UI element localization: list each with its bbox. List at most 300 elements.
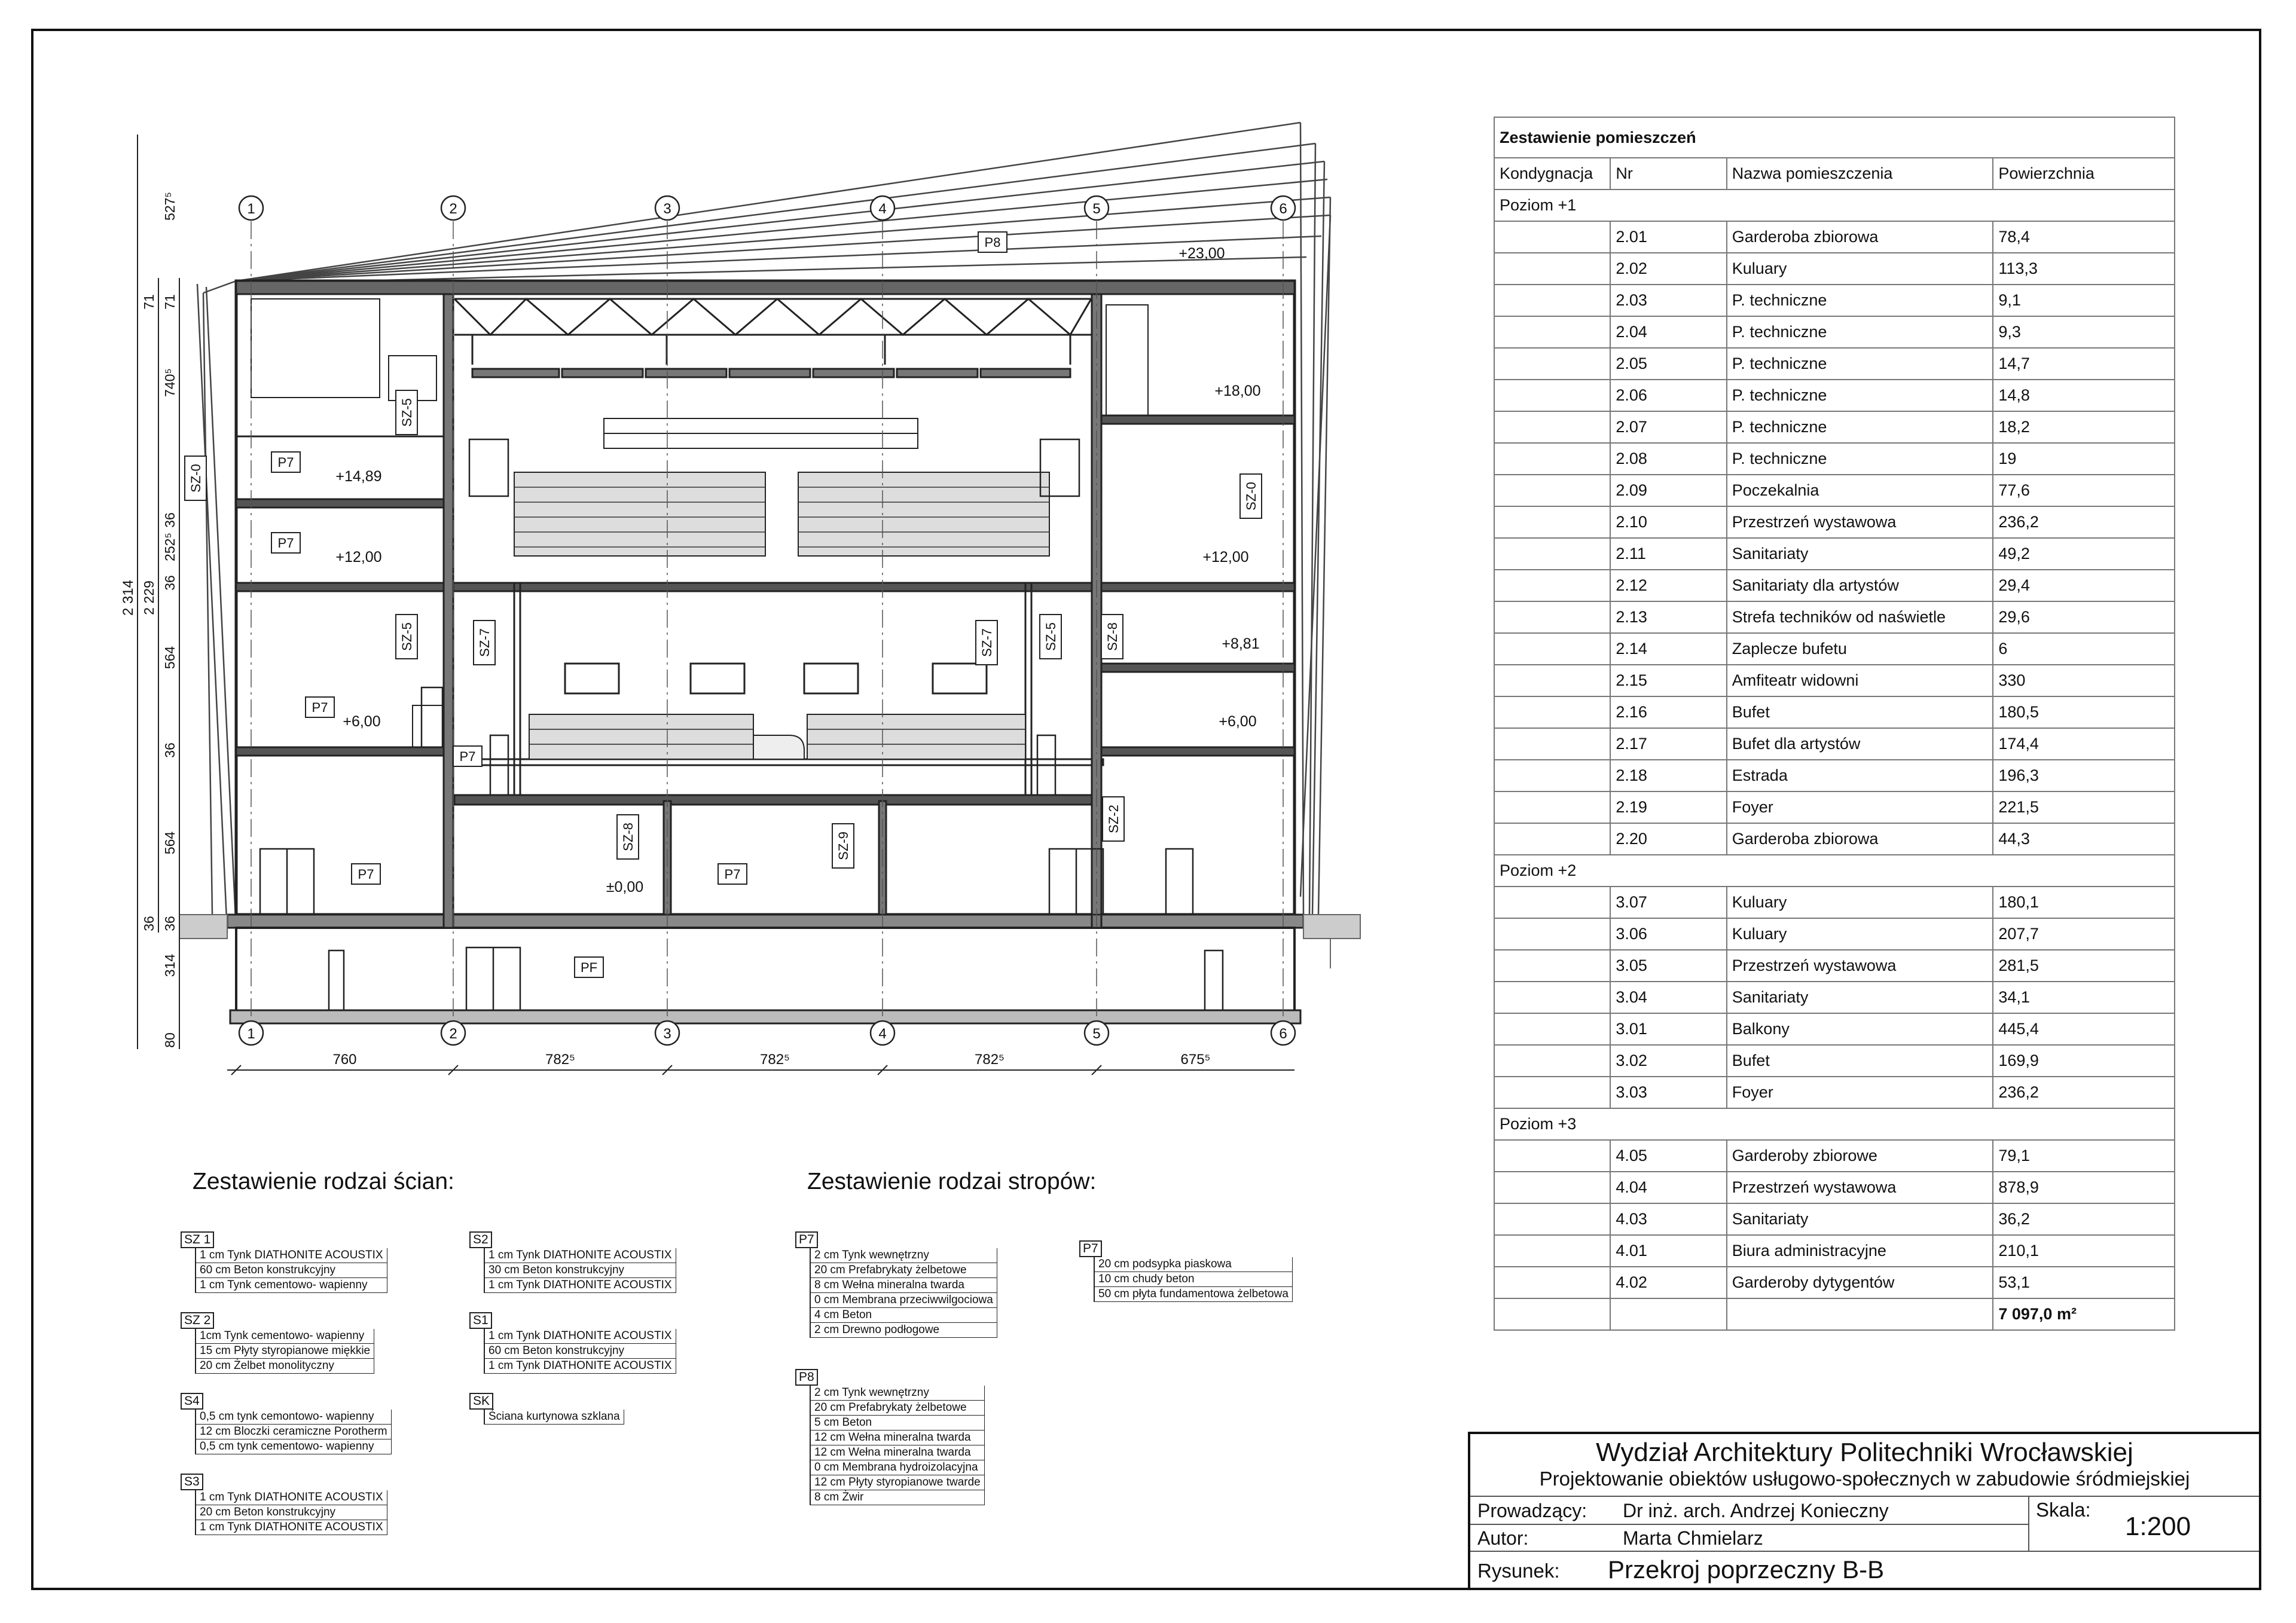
- legend-layer: 12 cm Bloczki ceramiczne Porotherm: [196, 1425, 392, 1439]
- walls-legend-title: Zestawienie rodzai ścian:: [193, 1169, 454, 1194]
- slab-tag: P7: [459, 749, 476, 764]
- dimension-label: 782⁵: [545, 1052, 575, 1068]
- room-name: Kuluary: [1727, 253, 1993, 285]
- author-label: Autor:: [1477, 1527, 1529, 1549]
- wall-tag: SZ-5: [399, 398, 414, 427]
- room-number: 3.04: [1610, 982, 1726, 1013]
- room-number: 3.05: [1610, 950, 1726, 982]
- wall-tag: SZ-8: [621, 823, 636, 851]
- supervisor-label: Prowadzący:: [1477, 1500, 1587, 1521]
- header-cell: Kondygnacja: [1494, 158, 1610, 189]
- legend-layer: 1 cm Tynk DIATHONITE ACOUSTIX: [485, 1248, 676, 1263]
- empty-cell: [1494, 475, 1610, 506]
- table-row: [1494, 475, 2175, 506]
- total-area: 7 097,0 m²: [1993, 1298, 2175, 1330]
- room-number: 2.11: [1610, 538, 1726, 570]
- dimension-label: 675⁵: [1180, 1052, 1211, 1068]
- room-area: 78,4: [1993, 221, 2175, 253]
- slab-tag: P7: [312, 700, 328, 715]
- table-row: [1494, 570, 2175, 601]
- table-row: [1494, 791, 2175, 823]
- table-row: [1494, 982, 2175, 1013]
- table-row: [1494, 1203, 2175, 1235]
- table-row: [1494, 823, 2175, 855]
- legend-tag: P8: [795, 1369, 818, 1386]
- room-area: 79,1: [1993, 1140, 2175, 1172]
- room-area: 210,1: [1993, 1235, 2175, 1267]
- room-area: 9,1: [1993, 285, 2175, 316]
- axis-label: 4: [878, 1026, 887, 1042]
- slab-tag: P7: [277, 455, 294, 470]
- room-area: 174,4: [1993, 728, 2175, 760]
- legend-item: [795, 1231, 997, 1338]
- author-name: Marta Chmielarz: [1623, 1527, 1763, 1549]
- legend-layer: 20 cm Beton konstrukcyjny: [196, 1505, 387, 1520]
- empty-cell: [1494, 791, 1610, 823]
- legend-item: [469, 1312, 676, 1374]
- empty-cell: [1494, 918, 1610, 950]
- room-area: 113,3: [1993, 253, 2175, 285]
- legend-layer: 12 cm Wełna mineralna twarda: [811, 1431, 985, 1445]
- room-number: 3.07: [1610, 887, 1726, 918]
- dimension-label: 2 229: [141, 580, 157, 615]
- room-area: 9,3: [1993, 316, 2175, 348]
- wall-tag: SZ-5: [1043, 622, 1058, 651]
- room-name: Kuluary: [1727, 918, 1993, 950]
- room-area: 34,1: [1993, 982, 2175, 1013]
- legend-layer: 2 cm Tynk wewnętrzny: [811, 1386, 985, 1401]
- room-area: 44,3: [1993, 823, 2175, 855]
- room-name: P. techniczne: [1727, 285, 1993, 316]
- axis-label: 3: [663, 201, 671, 217]
- room-area: 180,5: [1993, 696, 2175, 728]
- room-area: 29,4: [1993, 570, 2175, 601]
- room-name: Garderoba zbiorowa: [1727, 823, 1993, 855]
- empty-cell: [1727, 1298, 1993, 1330]
- dimension-label: 36: [141, 916, 157, 931]
- room-name: Kuluary: [1727, 887, 1993, 918]
- empty-cell: [1494, 696, 1610, 728]
- dimension-label: 314: [162, 953, 178, 977]
- empty-cell: [1494, 1140, 1610, 1172]
- header-cell: Nazwa pomieszczenia: [1727, 158, 1993, 189]
- empty-cell: [1610, 1298, 1726, 1330]
- room-name: Estrada: [1727, 760, 1993, 791]
- level-row: [1494, 855, 2175, 887]
- stair: [413, 705, 442, 747]
- room-area: 6: [1993, 633, 2175, 665]
- legend-layer: 8 cm Żwir: [811, 1490, 985, 1505]
- title-block: [1468, 1432, 2261, 1590]
- room-number: 2.17: [1610, 728, 1726, 760]
- table-row: [1494, 728, 2175, 760]
- room-name: Przestrzeń wystawowa: [1727, 950, 1993, 982]
- table-row: [1494, 887, 2175, 918]
- dimension-label: 252⁵: [162, 533, 178, 561]
- room-number: 4.01: [1610, 1235, 1726, 1267]
- room-name: P. techniczne: [1727, 380, 1993, 411]
- legend-layer: 15 cm Płyty styropianowe miękkie: [196, 1344, 374, 1359]
- room-number: 3.02: [1610, 1045, 1726, 1077]
- dimension-label: 760: [332, 1052, 357, 1068]
- empty-cell: [1494, 760, 1610, 791]
- legend-item: [181, 1231, 387, 1293]
- room-name: Bufet dla artystów: [1727, 728, 1993, 760]
- wall-tag: SZ-5: [399, 622, 414, 651]
- legend-layer: 20 cm Prefabrykaty żelbetowe: [811, 1263, 997, 1278]
- legend-item: [469, 1231, 676, 1293]
- legend-layer: 10 cm chudy beton: [1095, 1272, 1293, 1287]
- dimension-label: 36: [162, 575, 178, 591]
- dimension-label: 782⁵: [760, 1052, 790, 1068]
- room-area: 19: [1993, 443, 2175, 475]
- room-number: 2.14: [1610, 633, 1726, 665]
- room-area: 18,2: [1993, 411, 2175, 443]
- room-area: 180,1: [1993, 887, 2175, 918]
- room-name: Poczekalnia: [1727, 475, 1993, 506]
- room-area: 169,9: [1993, 1045, 2175, 1077]
- table-row: [1494, 221, 2175, 253]
- legend-item: [181, 1312, 374, 1374]
- drawing-label: Rysunek:: [1477, 1560, 1560, 1582]
- room-name: Przestrzeń wystawowa: [1727, 506, 1993, 538]
- legend-layer: 12 cm Wełna mineralna twarda: [811, 1445, 985, 1460]
- faculty-name: Wydział Architektury Politechniki Wrocławskiej: [1596, 1438, 2133, 1467]
- table-row: [1494, 253, 2175, 285]
- dimension-total: 2 314: [120, 579, 136, 616]
- axis-label: 1: [247, 201, 255, 217]
- room-area: 207,7: [1993, 918, 2175, 950]
- legend-item: [1079, 1240, 1293, 1302]
- empty-cell: [1494, 887, 1610, 918]
- level-label: Poziom +3: [1494, 1108, 2175, 1140]
- room-number: 2.18: [1610, 760, 1726, 791]
- room-number: 2.10: [1610, 506, 1726, 538]
- empty-cell: [1494, 1298, 1610, 1330]
- room-number: 3.06: [1610, 918, 1726, 950]
- level-row: [1494, 189, 2175, 221]
- room-number: 2.13: [1610, 601, 1726, 633]
- room-area: 77,6: [1993, 475, 2175, 506]
- legend-item: [181, 1474, 387, 1535]
- supervisor-name: Dr inż. arch. Andrzej Konieczny: [1623, 1500, 1889, 1521]
- table-row: [1494, 285, 2175, 316]
- slabs-legend-title: Zestawienie rodzai stropów:: [807, 1169, 1097, 1194]
- empty-cell: [1494, 665, 1610, 696]
- header-cell: Nr: [1610, 158, 1726, 189]
- level-mark: +18,00: [1214, 383, 1261, 399]
- room-name: Biura administracyjne: [1727, 1235, 1993, 1267]
- empty-cell: [1494, 316, 1610, 348]
- table-row: [1494, 1077, 2175, 1108]
- room-name: P. techniczne: [1727, 443, 1993, 475]
- legend-layer: Ściana kurtynowa szklana: [485, 1410, 624, 1425]
- axis-label: 3: [663, 1026, 671, 1042]
- legend-tag: S1: [469, 1312, 492, 1329]
- room-number: 2.08: [1610, 443, 1726, 475]
- scale-value: 1:200: [2125, 1512, 2191, 1541]
- acoustic-panels: [472, 369, 1070, 377]
- dimension-label: 564: [162, 646, 178, 670]
- level-mark: +8,81: [1222, 635, 1260, 652]
- empty-cell: [1494, 1045, 1610, 1077]
- empty-cell: [1494, 253, 1610, 285]
- legend-layer: 1 cm Tynk DIATHONITE ACOUSTIX: [485, 1278, 676, 1293]
- room-number: 3.03: [1610, 1077, 1726, 1108]
- room-number: 2.20: [1610, 823, 1726, 855]
- legend-layer: 60 cm Beton konstrukcyjny: [485, 1344, 676, 1359]
- room-table-title: Zestawienie pomieszczeń: [1494, 117, 2175, 158]
- dimension-label: 740⁵: [162, 368, 178, 397]
- table-row: [1494, 696, 2175, 728]
- legend-layer: 5 cm Beton: [811, 1416, 985, 1431]
- axis-label: 2: [449, 201, 457, 217]
- legend-layer: 0,5 cm tynk cementowo- wapienny: [196, 1439, 392, 1454]
- table-row: [1494, 633, 2175, 665]
- empty-cell: [1494, 1203, 1610, 1235]
- empty-cell: [1494, 348, 1610, 380]
- table-row: [1494, 348, 2175, 380]
- table-row: [1494, 1172, 2175, 1203]
- room-area: 236,2: [1993, 506, 2175, 538]
- level-mark: ±0,00: [606, 879, 644, 895]
- room-name: Sanitariaty dla artystów: [1727, 570, 1993, 601]
- room-area: 14,7: [1993, 348, 2175, 380]
- room-name: Garderoby dytygentów: [1727, 1267, 1993, 1298]
- legend-layer: 20 cm podsypka piaskowa: [1095, 1257, 1293, 1272]
- empty-cell: [1494, 823, 1610, 855]
- legend-layer: 20 cm Żelbet monolityczny: [196, 1359, 374, 1374]
- level-label: Poziom +2: [1494, 855, 2175, 887]
- room-number: 2.19: [1610, 791, 1726, 823]
- legend-layer: 2 cm Tynk wewnętrzny: [811, 1248, 997, 1263]
- empty-cell: [1494, 570, 1610, 601]
- table-row: [1494, 380, 2175, 411]
- table-row: [1494, 538, 2175, 570]
- table-row: [1494, 1235, 2175, 1267]
- level-mark: +14,89: [335, 468, 382, 485]
- legend-layer: 50 cm płyta fundamentowa żelbetowa: [1095, 1287, 1293, 1302]
- empty-cell: [1494, 380, 1610, 411]
- legend-layer: 2 cm Drewno podłogowe: [811, 1323, 997, 1338]
- dimension-label: 71: [141, 294, 157, 310]
- room-number: 2.04: [1610, 316, 1726, 348]
- dimension-label: 782⁵: [975, 1052, 1004, 1068]
- legend-layer: 1 cm Tynk DIATHONITE ACOUSTIX: [196, 1248, 387, 1263]
- wall-tag: SZ-2: [1106, 805, 1121, 833]
- empty-cell: [1494, 1013, 1610, 1045]
- wall-tag: SZ-7: [477, 628, 492, 657]
- room-name: Zaplecze bufetu: [1727, 633, 1993, 665]
- empty-cell: [1494, 221, 1610, 253]
- auditorium-windows: [565, 664, 987, 693]
- axis-label: 6: [1279, 201, 1287, 217]
- legend-layer: 0 cm Membrana przeciwwilgociowa: [811, 1293, 997, 1308]
- room-area: 281,5: [1993, 950, 2175, 982]
- level-mark: +12,00: [1202, 549, 1249, 566]
- legend-tag: SZ 1: [181, 1231, 214, 1248]
- room-number: 2.16: [1610, 696, 1726, 728]
- empty-cell: [1494, 1235, 1610, 1267]
- empty-cell: [1494, 411, 1610, 443]
- table-row: [1494, 443, 2175, 475]
- level-mark: +6,00: [1219, 713, 1257, 730]
- level-label: Poziom +1: [1494, 189, 2175, 221]
- wall-tag: SZ-0: [188, 464, 203, 493]
- dimension-label: 36: [162, 742, 178, 758]
- legend-layer: 1 cm Tynk DIATHONITE ACOUSTIX: [485, 1359, 676, 1374]
- dimension-label: 527⁵: [162, 192, 178, 221]
- room-number: 2.09: [1610, 475, 1726, 506]
- course-name: Projektowanie obiektów usługowo-społecznych w zabudowie śródmiejskiej: [1539, 1468, 2190, 1490]
- dimension-label: 564: [162, 831, 178, 855]
- room-area: 36,2: [1993, 1203, 2175, 1235]
- wall-tag: SZ-8: [1105, 622, 1120, 651]
- legend-tag: S2: [469, 1231, 492, 1248]
- room-number: 3.01: [1610, 1013, 1726, 1045]
- table-row: [1494, 760, 2175, 791]
- room-area: 49,2: [1993, 538, 2175, 570]
- empty-cell: [1494, 1172, 1610, 1203]
- table-row: [1494, 506, 2175, 538]
- level-mark: +6,00: [343, 713, 381, 730]
- empty-cell: [1494, 950, 1610, 982]
- legend-tag: P7: [1079, 1240, 1102, 1257]
- legend-tag: SZ 2: [181, 1312, 214, 1329]
- room-number: 4.03: [1610, 1203, 1726, 1235]
- legend-tag: S3: [181, 1474, 203, 1490]
- legend-layer: 1 cm Tynk DIATHONITE ACOUSTIX: [485, 1329, 676, 1344]
- room-area: 445,4: [1993, 1013, 2175, 1045]
- slab-tag: P7: [724, 867, 741, 882]
- room-number: 2.07: [1610, 411, 1726, 443]
- room-number: 2.03: [1610, 285, 1726, 316]
- empty-cell: [1494, 633, 1610, 665]
- section-drawing: [0, 0, 1435, 1166]
- level-row: [1494, 1108, 2175, 1140]
- legend-layer: 1cm Tynk cementowo- wapienny: [196, 1329, 374, 1344]
- room-area: 878,9: [1993, 1172, 2175, 1203]
- table-row: [1494, 918, 2175, 950]
- slab-tag: P7: [358, 867, 374, 882]
- room-name: P. techniczne: [1727, 348, 1993, 380]
- room-area: 53,1: [1993, 1267, 2175, 1298]
- legend-layer: 8 cm Wełna mineralna twarda: [811, 1278, 997, 1293]
- legend-layer: 0 cm Membrana hydroizolacyjna: [811, 1460, 985, 1475]
- table-row: [1494, 1267, 2175, 1298]
- room-area: 14,8: [1993, 380, 2175, 411]
- table-row: [1494, 1045, 2175, 1077]
- room-name: Garderoba zbiorowa: [1727, 221, 1993, 253]
- room-name: Przestrzeń wystawowa: [1727, 1172, 1993, 1203]
- axis-label: 6: [1279, 1026, 1287, 1042]
- empty-cell: [1494, 1267, 1610, 1298]
- room-number: 2.15: [1610, 665, 1726, 696]
- empty-cell: [1494, 601, 1610, 633]
- axis-label: 4: [878, 201, 887, 217]
- room-area: 236,2: [1993, 1077, 2175, 1108]
- axis-label: 2: [449, 1026, 457, 1042]
- room-number: 2.01: [1610, 221, 1726, 253]
- room-table-header: [1494, 158, 2175, 189]
- legend-layer: 20 cm Prefabrykaty żelbetowe: [811, 1401, 985, 1416]
- upper-left-room: [251, 299, 380, 398]
- legend-item: [795, 1369, 985, 1505]
- room-area: 29,6: [1993, 601, 2175, 633]
- piano: [753, 735, 804, 759]
- room-name: Amfiteatr widowni: [1727, 665, 1993, 696]
- legend-layer: 1 cm Tynk DIATHONITE ACOUSTIX: [196, 1490, 387, 1505]
- total-row: [1494, 1298, 2175, 1330]
- empty-cell: [1494, 506, 1610, 538]
- room-name: P. techniczne: [1727, 411, 1993, 443]
- empty-cell: [1494, 1077, 1610, 1108]
- dimension-label: 71: [162, 294, 178, 310]
- wall-tag: SZ-9: [836, 832, 851, 860]
- table-row: [1494, 665, 2175, 696]
- legend-layer: 0,5 cm tynk cemontowo- wapienny: [196, 1410, 392, 1425]
- room-name: Foyer: [1727, 791, 1993, 823]
- empty-cell: [1494, 443, 1610, 475]
- table-row: [1494, 411, 2175, 443]
- room-name: Sanitariaty: [1727, 982, 1993, 1013]
- legend-layer: 12 cm Płyty styropianowe twarde: [811, 1475, 985, 1490]
- room-area: 330: [1993, 665, 2175, 696]
- empty-cell: [1494, 538, 1610, 570]
- room-name: Bufet: [1727, 696, 1993, 728]
- empty-cell: [1494, 728, 1610, 760]
- roof-truss: [454, 299, 1091, 365]
- empty-cell: [1494, 982, 1610, 1013]
- legend-layer: 30 cm Beton konstrukcyjny: [485, 1263, 676, 1278]
- header-cell: Powierzchnia: [1993, 158, 2175, 189]
- legend-layer: 60 cm Beton konstrukcyjny: [196, 1263, 387, 1278]
- room-number: 4.05: [1610, 1140, 1726, 1172]
- table-row: [1494, 950, 2175, 982]
- room-number: 4.02: [1610, 1267, 1726, 1298]
- table-row: [1494, 1013, 2175, 1045]
- legend-layer: 1 cm Tynk DIATHONITE ACOUSTIX: [196, 1520, 387, 1535]
- room-table: [1494, 117, 2175, 1331]
- room-name: Foyer: [1727, 1077, 1993, 1108]
- room-name: Balkony: [1727, 1013, 1993, 1045]
- room-area: 196,3: [1993, 760, 2175, 791]
- axis-label: 1: [247, 1026, 255, 1042]
- legend-tag: S4: [181, 1393, 203, 1410]
- empty-cell: [1494, 285, 1610, 316]
- room-name: P. techniczne: [1727, 316, 1993, 348]
- legend-tag: P7: [795, 1231, 818, 1248]
- legend-item: [469, 1393, 624, 1425]
- room-name: Sanitariaty: [1727, 1203, 1993, 1235]
- legend-item: [181, 1393, 392, 1454]
- room-area: 221,5: [1993, 791, 2175, 823]
- table-row: [1494, 316, 2175, 348]
- slab-tag: P7: [277, 536, 294, 551]
- axis-label: 5: [1092, 201, 1101, 217]
- legend-tag: SK: [469, 1393, 493, 1410]
- legend-layer: 1 cm Tynk cementowo- wapienny: [196, 1278, 387, 1293]
- table-row: [1494, 1140, 2175, 1172]
- drawing-name: Przekroj poprzeczny B-B: [1608, 1555, 1885, 1584]
- room-name: Sanitariaty: [1727, 538, 1993, 570]
- room-name: Bufet: [1727, 1045, 1993, 1077]
- axis-label: 5: [1092, 1026, 1101, 1042]
- room-number: 2.05: [1610, 348, 1726, 380]
- slab-tag: PF: [580, 960, 598, 975]
- room-name: Strefa techników od naświetle: [1727, 601, 1993, 633]
- wall-tag: SZ-0: [1244, 482, 1259, 511]
